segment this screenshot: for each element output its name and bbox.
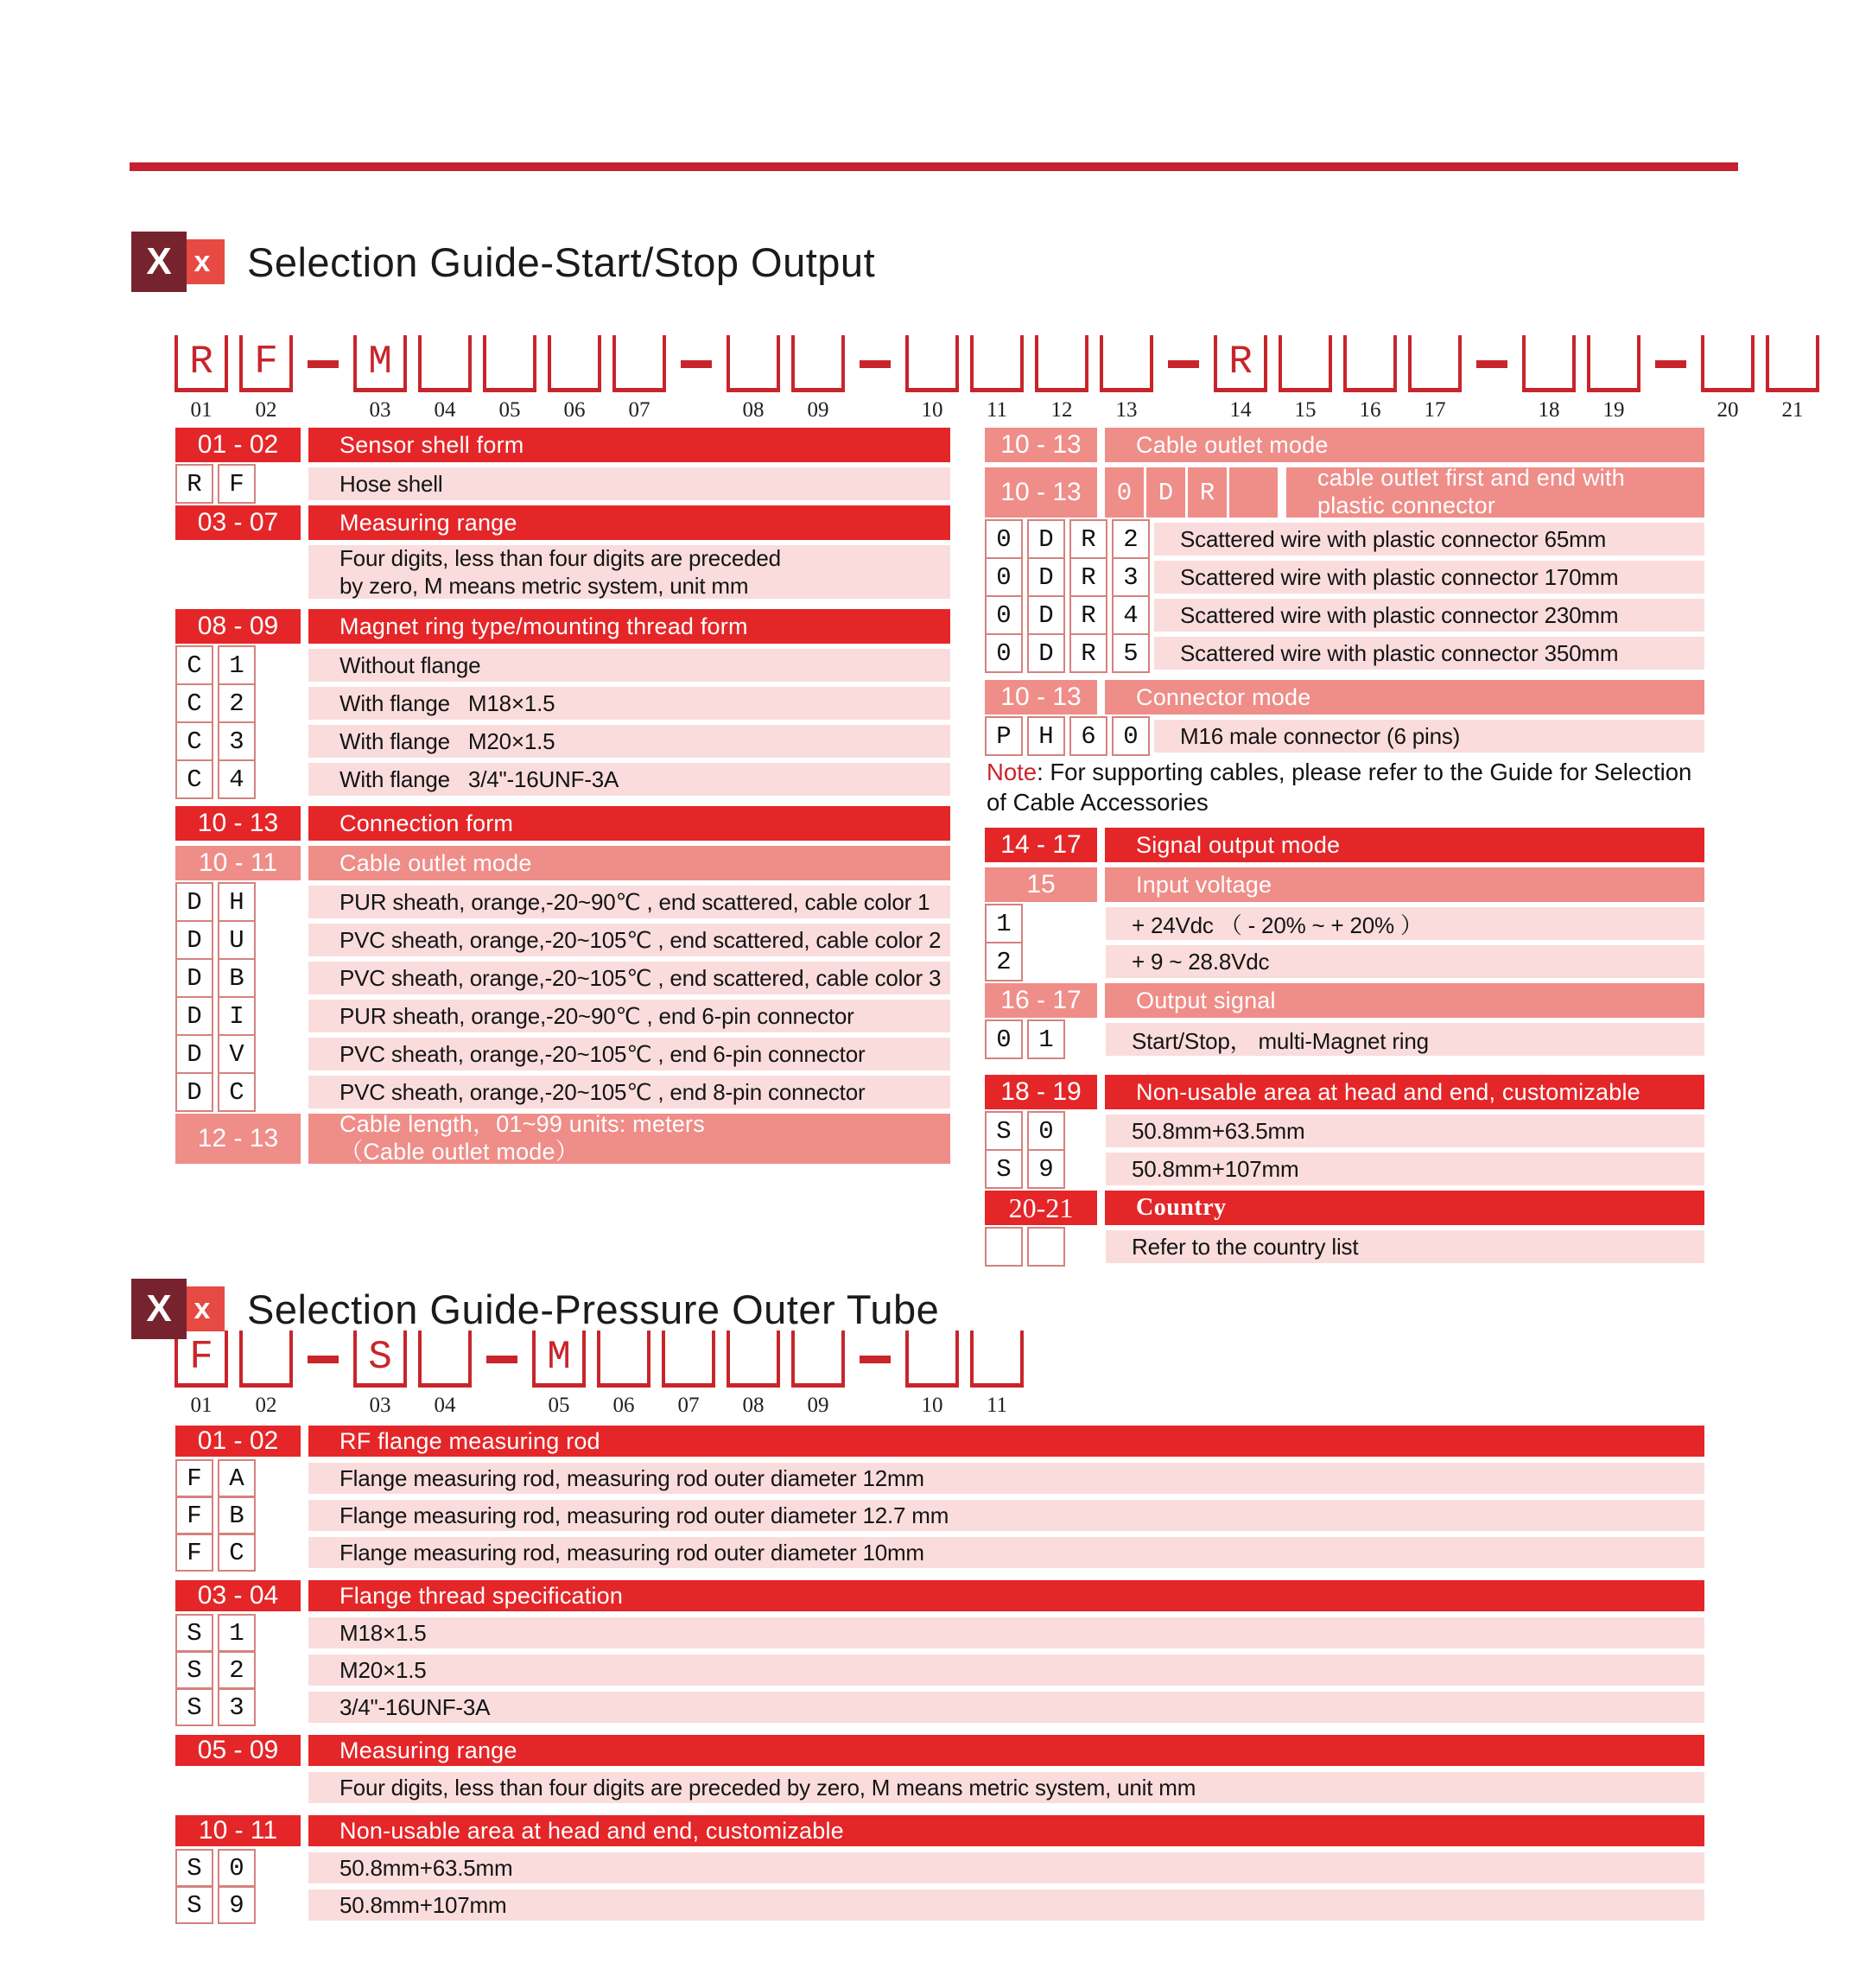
table-subheader [175, 1111, 950, 1165]
code-cell: 1 [218, 1614, 256, 1652]
table-header [175, 1815, 1704, 1846]
position-number: 05 [548, 1394, 570, 1417]
description-cell: PUR sheath, orange,-20~90℃ , end scattered, cable color 1 [308, 886, 950, 918]
code-dash [308, 360, 339, 368]
code-cell: R [1069, 633, 1107, 673]
code-cell: C [218, 1534, 256, 1572]
position-number: 11 [986, 398, 1008, 422]
order-code-box [548, 335, 601, 422]
position-number: 03 [369, 1394, 391, 1417]
table-header-label: Connector mode [1105, 680, 1704, 715]
table-header-label: Connection form [308, 806, 950, 841]
code-cell: H [1027, 716, 1065, 756]
table-row [985, 523, 1704, 556]
position-number: 11 [986, 1394, 1008, 1417]
code-cell: B [218, 1496, 256, 1534]
order-code-box: F 01 [175, 1331, 228, 1418]
code-cell: B [218, 958, 256, 998]
order-code-box [970, 1331, 1024, 1418]
code-cell: 0 [218, 1849, 256, 1887]
description-cell: Four digits, less than four digits are preceded by zero, M means metric system, unit mm [308, 1772, 1704, 1803]
section-marker-icon [131, 1279, 225, 1339]
header-code-cell: 0 [1105, 467, 1146, 518]
header-code-cell: R [1188, 467, 1229, 518]
code-cell: 2 [218, 1651, 256, 1689]
code-cell: 2 [218, 683, 256, 723]
description-cell: Flange measuring rod, measuring rod outer diameter 12.7 mm [308, 1500, 1704, 1531]
header-code-cell [1229, 467, 1278, 518]
position-number: 07 [677, 1394, 700, 1417]
position-badge: 08 - 09 [175, 609, 301, 644]
description-cell: Refer to the country list [1106, 1230, 1704, 1263]
description-cell: Scattered wire with plastic connector 170mm [1154, 561, 1704, 594]
code-cell: C [175, 721, 213, 761]
position-number: 03 [369, 398, 391, 422]
position-number: 08 [742, 398, 765, 422]
section2-table [175, 1426, 1704, 1927]
code-cell: P [985, 716, 1023, 756]
header-code-cells [1105, 467, 1278, 518]
section1-left-column [175, 428, 950, 1169]
table-header-label: Signal output mode [1105, 828, 1704, 862]
code-cell: D [175, 1034, 213, 1074]
position-number: 09 [807, 1394, 829, 1417]
code-dash [681, 360, 712, 368]
code-cell: D [1027, 633, 1065, 673]
table-row [175, 1692, 1704, 1723]
order-code-box: M 03 [353, 335, 407, 422]
position-number: 06 [563, 398, 586, 422]
code-dash [1168, 360, 1199, 368]
code-cell: S [175, 1651, 213, 1689]
order-code-box [1408, 335, 1462, 422]
position-badge: 16 - 17 [985, 983, 1097, 1018]
order-code-box: R 14 [1214, 335, 1267, 422]
code-cell: 3 [218, 721, 256, 761]
code-dash [1476, 360, 1507, 368]
note: Note: For supporting cables, please refer to the Guide for Selection of Cable Accessories [987, 759, 1692, 816]
table-row [985, 1230, 1704, 1263]
position-number: 04 [434, 1394, 456, 1417]
x-big-icon: X [131, 232, 187, 292]
table-row [175, 725, 950, 758]
table-header [175, 1426, 1704, 1457]
position-number: 20 [1717, 398, 1739, 422]
description-cell: PVC sheath, orange,-20~105℃ , end scattered, cable color 3 [308, 962, 950, 994]
order-code-box [791, 1331, 845, 1418]
table-row [175, 687, 950, 720]
position-number: 21 [1781, 398, 1804, 422]
table-row [175, 1617, 1704, 1648]
code-cell: 9 [1027, 1149, 1065, 1189]
description-cell: M18×1.5 [308, 1617, 1704, 1648]
code-cell: F [175, 1496, 213, 1534]
table-header [985, 1075, 1704, 1109]
order-code-box: M 05 [532, 1331, 586, 1418]
description-cell: 50.8mm+107mm [1106, 1153, 1704, 1185]
order-code-box [418, 1331, 472, 1418]
position-badge: 14 - 17 [985, 828, 1097, 862]
description-cell: PUR sheath, orange,-20~90℃ , end 6-pin connector [308, 1000, 950, 1032]
note-label: Note [987, 759, 1038, 785]
x-big-icon: X [131, 1279, 187, 1339]
table-subheader [985, 867, 1704, 902]
position-number: 05 [498, 398, 521, 422]
description-cell: + 9 ~ 28.8Vdc [1106, 945, 1704, 978]
section1-header [131, 232, 875, 292]
table-row [175, 763, 950, 796]
position-number: 10 [921, 1394, 943, 1417]
order-code-box [727, 1331, 780, 1418]
position-number: 17 [1424, 398, 1446, 422]
code-cell: S [175, 1849, 213, 1887]
code-cell: 5 [1112, 633, 1150, 673]
table-header [175, 1580, 1704, 1611]
code-cell [985, 1227, 1023, 1267]
top-rule [130, 162, 1738, 171]
description-cell: PVC sheath, orange,-20~105℃ , end scattered, cable color 2 [308, 924, 950, 956]
code-cell: R [1069, 595, 1107, 635]
position-number: 10 [921, 398, 943, 422]
code-cell: 6 [1069, 716, 1107, 756]
table-row [175, 649, 950, 682]
table-row [175, 886, 950, 918]
order-code-box [1587, 335, 1640, 422]
position-badge: 10 - 13 [175, 806, 301, 841]
position-badge: 10 - 11 [175, 1815, 301, 1846]
code-cell: F [175, 1534, 213, 1572]
code-cell: S [985, 1111, 1023, 1151]
table-row [175, 1000, 950, 1032]
code-cell: 2 [985, 942, 1023, 981]
table-subheader [985, 983, 1704, 1018]
order-code-diagram-1 [175, 335, 1831, 422]
table-row [985, 720, 1704, 753]
position-badge: 03 - 04 [175, 1580, 301, 1611]
table-subheader [985, 680, 1704, 715]
table-row [175, 1463, 1704, 1494]
table-header-label: cable outlet first and end with plastic connector [1286, 467, 1704, 518]
table-subheader [985, 467, 1704, 518]
table-row [985, 637, 1704, 670]
code-cell: D [1027, 595, 1065, 635]
description-cell: Flange measuring rod, measuring rod outer diameter 12mm [308, 1463, 1704, 1494]
table-header-label: Cable outlet mode [1105, 428, 1704, 462]
table-header-label: RF flange measuring rod [308, 1426, 1704, 1457]
position-number: 09 [807, 398, 829, 422]
description-cell: PVC sheath, orange,-20~105℃ , end 8-pin connector [308, 1076, 950, 1108]
table-row [175, 1852, 1704, 1883]
position-number: 06 [612, 1394, 635, 1417]
order-code-box [1343, 335, 1397, 422]
description-cell: With flange M20×1.5 [308, 725, 950, 758]
description-cell: 50.8mm+63.5mm [1106, 1115, 1704, 1147]
header-code-cell: D [1146, 467, 1188, 518]
code-cell: D [175, 920, 213, 960]
code-dash [308, 1356, 339, 1363]
code-cell: D [175, 958, 213, 998]
code-dash [860, 360, 891, 368]
description-cell: Without flange [308, 649, 950, 682]
description-cell: With flange 3/4"-16UNF-3A [308, 763, 950, 796]
section2-title: Selection Guide-Pressure Outer Tube [247, 1286, 940, 1332]
table-header-label: Cable length，01~99 units: meters （Cable outlet mode） [308, 1114, 950, 1164]
position-number: 08 [742, 1394, 765, 1417]
description-cell: 50.8mm+107mm [308, 1890, 1704, 1921]
table-row [985, 1023, 1704, 1056]
code-cell: 1 [218, 645, 256, 685]
description-cell: M20×1.5 [308, 1655, 1704, 1686]
position-badge: 18 - 19 [985, 1075, 1097, 1109]
order-code-box [970, 335, 1024, 422]
code-cell: 1 [1027, 1019, 1065, 1059]
code-dash [486, 1356, 517, 1363]
order-code-box [905, 335, 959, 422]
code-cell: S [175, 1886, 213, 1924]
order-code-box [1701, 335, 1755, 422]
position-number: 01 [190, 398, 213, 422]
position-badge: 10 - 11 [175, 846, 301, 880]
table-row [175, 924, 950, 956]
code-cell: F [218, 464, 256, 504]
table-header-label: Magnet ring type/mounting thread form [308, 609, 950, 644]
code-cell: R [175, 464, 213, 504]
table-header [175, 1735, 1704, 1766]
code-cell: 2 [1112, 519, 1150, 559]
description-cell: Flange measuring rod, measuring rod outer diameter 10mm [308, 1537, 1704, 1568]
table-row [985, 1153, 1704, 1185]
code-cell: C [175, 759, 213, 799]
order-code-box [1035, 335, 1088, 422]
description-cell: PVC sheath, orange,-20~105℃ , end 6-pin connector [308, 1038, 950, 1070]
table-header [175, 609, 950, 644]
section-marker-icon [131, 232, 225, 292]
table-header-label: Non-usable area at head and end, customizable [1105, 1075, 1704, 1109]
table-row [175, 545, 950, 599]
section1-title: Selection Guide-Start/Stop Output [247, 238, 876, 285]
order-code-box [239, 1331, 293, 1418]
position-number: 14 [1229, 398, 1252, 422]
table-row [985, 599, 1704, 632]
table-header-label: Input voltage [1105, 867, 1704, 902]
code-cell: H [218, 882, 256, 922]
description-cell: 3/4"-16UNF-3A [308, 1692, 1704, 1723]
position-number: 01 [190, 1394, 213, 1417]
table-row [985, 1115, 1704, 1147]
code-cell: D [1027, 519, 1065, 559]
position-badge: 01 - 02 [175, 1426, 301, 1457]
table-subheader [985, 428, 1704, 462]
table-header-label: Output signal [1105, 983, 1704, 1018]
order-code-box [1766, 335, 1819, 422]
order-code-diagram-2 [175, 1331, 1035, 1418]
table-header-label: Non-usable area at head and end, customizable [308, 1815, 1704, 1846]
code-cell: I [218, 996, 256, 1036]
position-number: 04 [434, 398, 456, 422]
position-number: 02 [255, 1394, 277, 1417]
table-row [175, 962, 950, 994]
position-badge: 01 - 02 [175, 428, 301, 462]
position-badge: 05 - 09 [175, 1735, 301, 1766]
position-number: 16 [1359, 398, 1381, 422]
order-code-box: R 01 [175, 335, 228, 422]
table-header [175, 806, 950, 841]
code-cell: S [175, 1614, 213, 1652]
position-badge: 10 - 13 [985, 680, 1097, 715]
table-row [985, 907, 1704, 940]
position-number: 07 [628, 398, 650, 422]
position-badge: 03 - 07 [175, 505, 301, 540]
code-dash [1655, 360, 1686, 368]
position-badge: 10 - 13 [985, 428, 1097, 462]
code-cell: 0 [985, 595, 1023, 635]
table-header-label: Sensor shell form [308, 428, 950, 462]
description-cell: Start/Stop， multi-Magnet ring [1106, 1023, 1704, 1056]
code-cell: R [1069, 519, 1107, 559]
position-badge: 15 [985, 867, 1097, 902]
order-code-box: F 02 [239, 335, 293, 422]
order-code-box [597, 1331, 650, 1418]
description-cell: Hose shell [308, 467, 950, 500]
x-small-icon: x [180, 239, 225, 284]
table-row [985, 561, 1704, 594]
table-row [175, 1655, 1704, 1686]
table-subheader [175, 846, 950, 880]
table-header [175, 505, 950, 540]
code-cell: S [175, 1688, 213, 1726]
code-cell: 4 [218, 759, 256, 799]
code-cell: D [175, 882, 213, 922]
table-row [175, 1500, 1704, 1531]
code-cell [1027, 1227, 1065, 1267]
order-code-box [905, 1331, 959, 1418]
code-cell: 0 [1027, 1111, 1065, 1151]
order-code-box [727, 335, 780, 422]
code-cell: 0 [985, 557, 1023, 597]
code-cell: D [175, 996, 213, 1036]
code-cell: 3 [218, 1688, 256, 1726]
description-cell: + 24Vdc （ - 20% ~ + 20% ） [1106, 907, 1704, 940]
code-cell: F [175, 1459, 213, 1497]
code-cell: R [1069, 557, 1107, 597]
code-cell: 0 [985, 519, 1023, 559]
code-cell: 0 [1112, 716, 1150, 756]
order-code-box [662, 1331, 715, 1418]
code-cell: U [218, 920, 256, 960]
position-badge: 12 - 13 [175, 1114, 301, 1164]
position-number: 12 [1050, 398, 1073, 422]
position-badge: 20-21 [985, 1191, 1097, 1225]
order-code-box [1279, 335, 1332, 422]
table-header [175, 428, 950, 462]
table-header [985, 1191, 1704, 1225]
order-code-box [791, 335, 845, 422]
table-header-label: Cable outlet mode [308, 846, 950, 880]
description-cell: With flange M18×1.5 [308, 687, 950, 720]
position-number: 13 [1115, 398, 1138, 422]
code-cell: 9 [218, 1886, 256, 1924]
table-row [175, 1537, 1704, 1568]
order-code-box [612, 335, 666, 422]
position-number: 18 [1538, 398, 1560, 422]
description-cell: Scattered wire with plastic connector 350mm [1154, 637, 1704, 670]
code-cell: C [175, 683, 213, 723]
code-cell: 0 [985, 633, 1023, 673]
code-cell: C [175, 645, 213, 685]
order-code-box [1100, 335, 1153, 422]
description-cell: M16 male connector (6 pins) [1154, 720, 1704, 753]
code-cell: D [1027, 557, 1065, 597]
description-cell: 50.8mm+63.5mm [308, 1852, 1704, 1883]
order-code-box: S 03 [353, 1331, 407, 1418]
position-badge: 10 - 13 [985, 467, 1097, 518]
table-row [175, 1038, 950, 1070]
table-row [985, 945, 1704, 978]
order-code-box [1522, 335, 1576, 422]
position-number: 15 [1294, 398, 1317, 422]
table-header-label: Measuring range [308, 1735, 1704, 1766]
code-cell: S [985, 1149, 1023, 1189]
table-row [175, 1076, 950, 1108]
table-row [175, 1890, 1704, 1921]
description-cell: Scattered wire with plastic connector 65mm [1154, 523, 1704, 556]
code-cell: V [218, 1034, 256, 1074]
code-cell: 1 [985, 904, 1023, 943]
code-cell: A [218, 1459, 256, 1497]
description-cell: Four digits, less than four digits are preceded by zero, M means metric system, unit mm [308, 545, 950, 599]
description-cell: Scattered wire with plastic connector 230mm [1154, 599, 1704, 632]
table-row [175, 467, 950, 500]
table-header [985, 828, 1704, 862]
code-cell: C [218, 1072, 256, 1112]
code-cell: D [175, 1072, 213, 1112]
position-number: 02 [255, 398, 277, 422]
code-dash [860, 1356, 891, 1363]
code-cell: 3 [1112, 557, 1150, 597]
code-cell: 0 [985, 1019, 1023, 1059]
order-code-box [418, 335, 472, 422]
code-cell: 4 [1112, 595, 1150, 635]
table-row [175, 1772, 1704, 1803]
table-header-label: Flange thread specification [308, 1580, 1704, 1611]
section1-right-column [985, 428, 1704, 1268]
x-small-icon: x [180, 1286, 225, 1331]
position-number: 19 [1602, 398, 1625, 422]
order-code-box [483, 335, 536, 422]
table-header-label: Country [1105, 1191, 1704, 1225]
table-header-label: Measuring range [308, 505, 950, 540]
